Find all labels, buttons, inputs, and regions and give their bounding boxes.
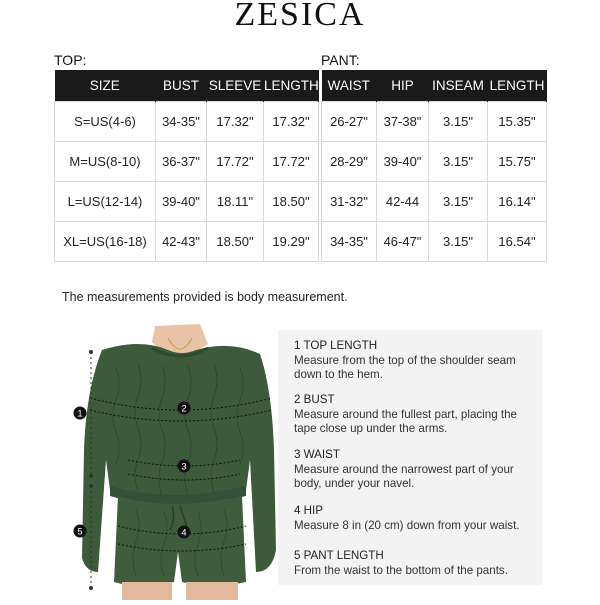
column-header: SLEEVE: [207, 70, 264, 102]
instruction-body: Measure around the fullest part, placing the tape close up under the arms.: [294, 407, 517, 435]
pant-table-label: PANT:: [321, 52, 360, 68]
model-illustration: [60, 320, 290, 600]
svg-text:1: 1: [77, 408, 83, 419]
table-cell: 16.14": [488, 182, 547, 222]
table-cell: 3.15": [429, 142, 488, 182]
table-cell: XL=US(16-18): [55, 222, 156, 262]
table-cell: 15.75": [488, 142, 547, 182]
instruction-bust: [294, 393, 538, 437]
table-row: [322, 182, 547, 222]
svg-text:3: 3: [181, 461, 187, 472]
instruction-body: Measure 8 in (20 cm) down from your waist.: [294, 518, 520, 532]
brand-logo: ZESICA: [234, 0, 366, 33]
svg-text:2: 2: [181, 403, 187, 414]
measurement-note: The measurements provided is body measurement.: [62, 290, 348, 304]
table-cell: 46-47": [377, 222, 429, 262]
table-cell: 3.15": [429, 182, 488, 222]
instruction-pant-length: [294, 549, 538, 578]
instruction-title: 4 HIP: [294, 504, 323, 517]
instruction-waist: [294, 448, 538, 492]
column-header: SIZE: [55, 70, 156, 102]
table-header-row: [322, 70, 547, 102]
table-cell: 36-37": [156, 142, 207, 182]
marker-2: [178, 402, 191, 415]
marker-3: [178, 460, 191, 473]
table-cell: 16.54": [488, 222, 547, 262]
column-header: BUST: [156, 70, 207, 102]
table-cell: 26-27": [322, 102, 377, 142]
instruction-title: 5 PANT LENGTH: [294, 549, 384, 562]
table-cell: 17.72": [207, 142, 264, 182]
table-cell: 17.32": [207, 102, 264, 142]
table-row: [55, 142, 319, 182]
table-row: [55, 102, 319, 142]
table-cell: 18.11": [207, 182, 264, 222]
column-header: WAIST: [322, 70, 377, 102]
table-row: [55, 222, 319, 262]
table-row: [322, 142, 547, 182]
marker-5: [74, 525, 87, 538]
instruction-title: 1 TOP LENGTH: [294, 339, 378, 352]
table-cell: M=US(8-10): [55, 142, 156, 182]
table-cell: 28-29": [322, 142, 377, 182]
table-cell: 19.29": [264, 222, 319, 262]
svg-text:5: 5: [77, 526, 83, 537]
table-cell: 3.15": [429, 102, 488, 142]
marker-1: [74, 407, 87, 420]
table-cell: 42-44: [377, 182, 429, 222]
table-row: [322, 102, 547, 142]
instruction-title: 3 WAIST: [294, 448, 340, 461]
table-row: [55, 182, 319, 222]
instruction-body: From the waist to the bottom of the pants.: [294, 563, 508, 577]
table-cell: 17.32": [264, 102, 319, 142]
measurement-instructions-panel: [278, 330, 542, 585]
table-cell: 39-40": [156, 182, 207, 222]
table-cell: 37-38": [377, 102, 429, 142]
right-leg: [186, 582, 238, 600]
table-cell: 17.72": [264, 142, 319, 182]
column-header: LENGTH: [264, 70, 319, 102]
table-header-row: [55, 70, 319, 102]
model-figure-svg: [60, 320, 290, 600]
table-cell: 34-35": [322, 222, 377, 262]
table-cell: 3.15": [429, 222, 488, 262]
table-cell: 34-35": [156, 102, 207, 142]
instruction-title: 2 BUST: [294, 393, 335, 406]
instruction-body: Measure around the narrowest part of your body, under your navel.: [294, 462, 514, 490]
marker-4: [178, 526, 191, 539]
table-cell: S=US(4-6): [55, 102, 156, 142]
instruction-body: Measure from the top of the shoulder seam down to the hem.: [294, 353, 516, 381]
table-cell: 39-40": [377, 142, 429, 182]
left-leg: [122, 582, 172, 600]
table-cell: 15.35": [488, 102, 547, 142]
table-cell: 18.50": [207, 222, 264, 262]
shorts: [114, 496, 246, 586]
table-cell: 42-43": [156, 222, 207, 262]
pant-size-table: [321, 70, 547, 262]
svg-text:4: 4: [181, 527, 187, 538]
table-cell: 31-32": [322, 182, 377, 222]
top-table-label: TOP:: [54, 52, 87, 68]
table-cell: L=US(12-14): [55, 182, 156, 222]
instruction-hip: [294, 504, 538, 533]
table-row: [322, 222, 547, 262]
table-cell: 18.50": [264, 182, 319, 222]
instruction-top-length: [294, 339, 538, 383]
column-header: INSEAM: [429, 70, 488, 102]
top-size-table: [54, 70, 319, 262]
column-header: HIP: [377, 70, 429, 102]
column-header: LENGTH: [488, 70, 547, 102]
